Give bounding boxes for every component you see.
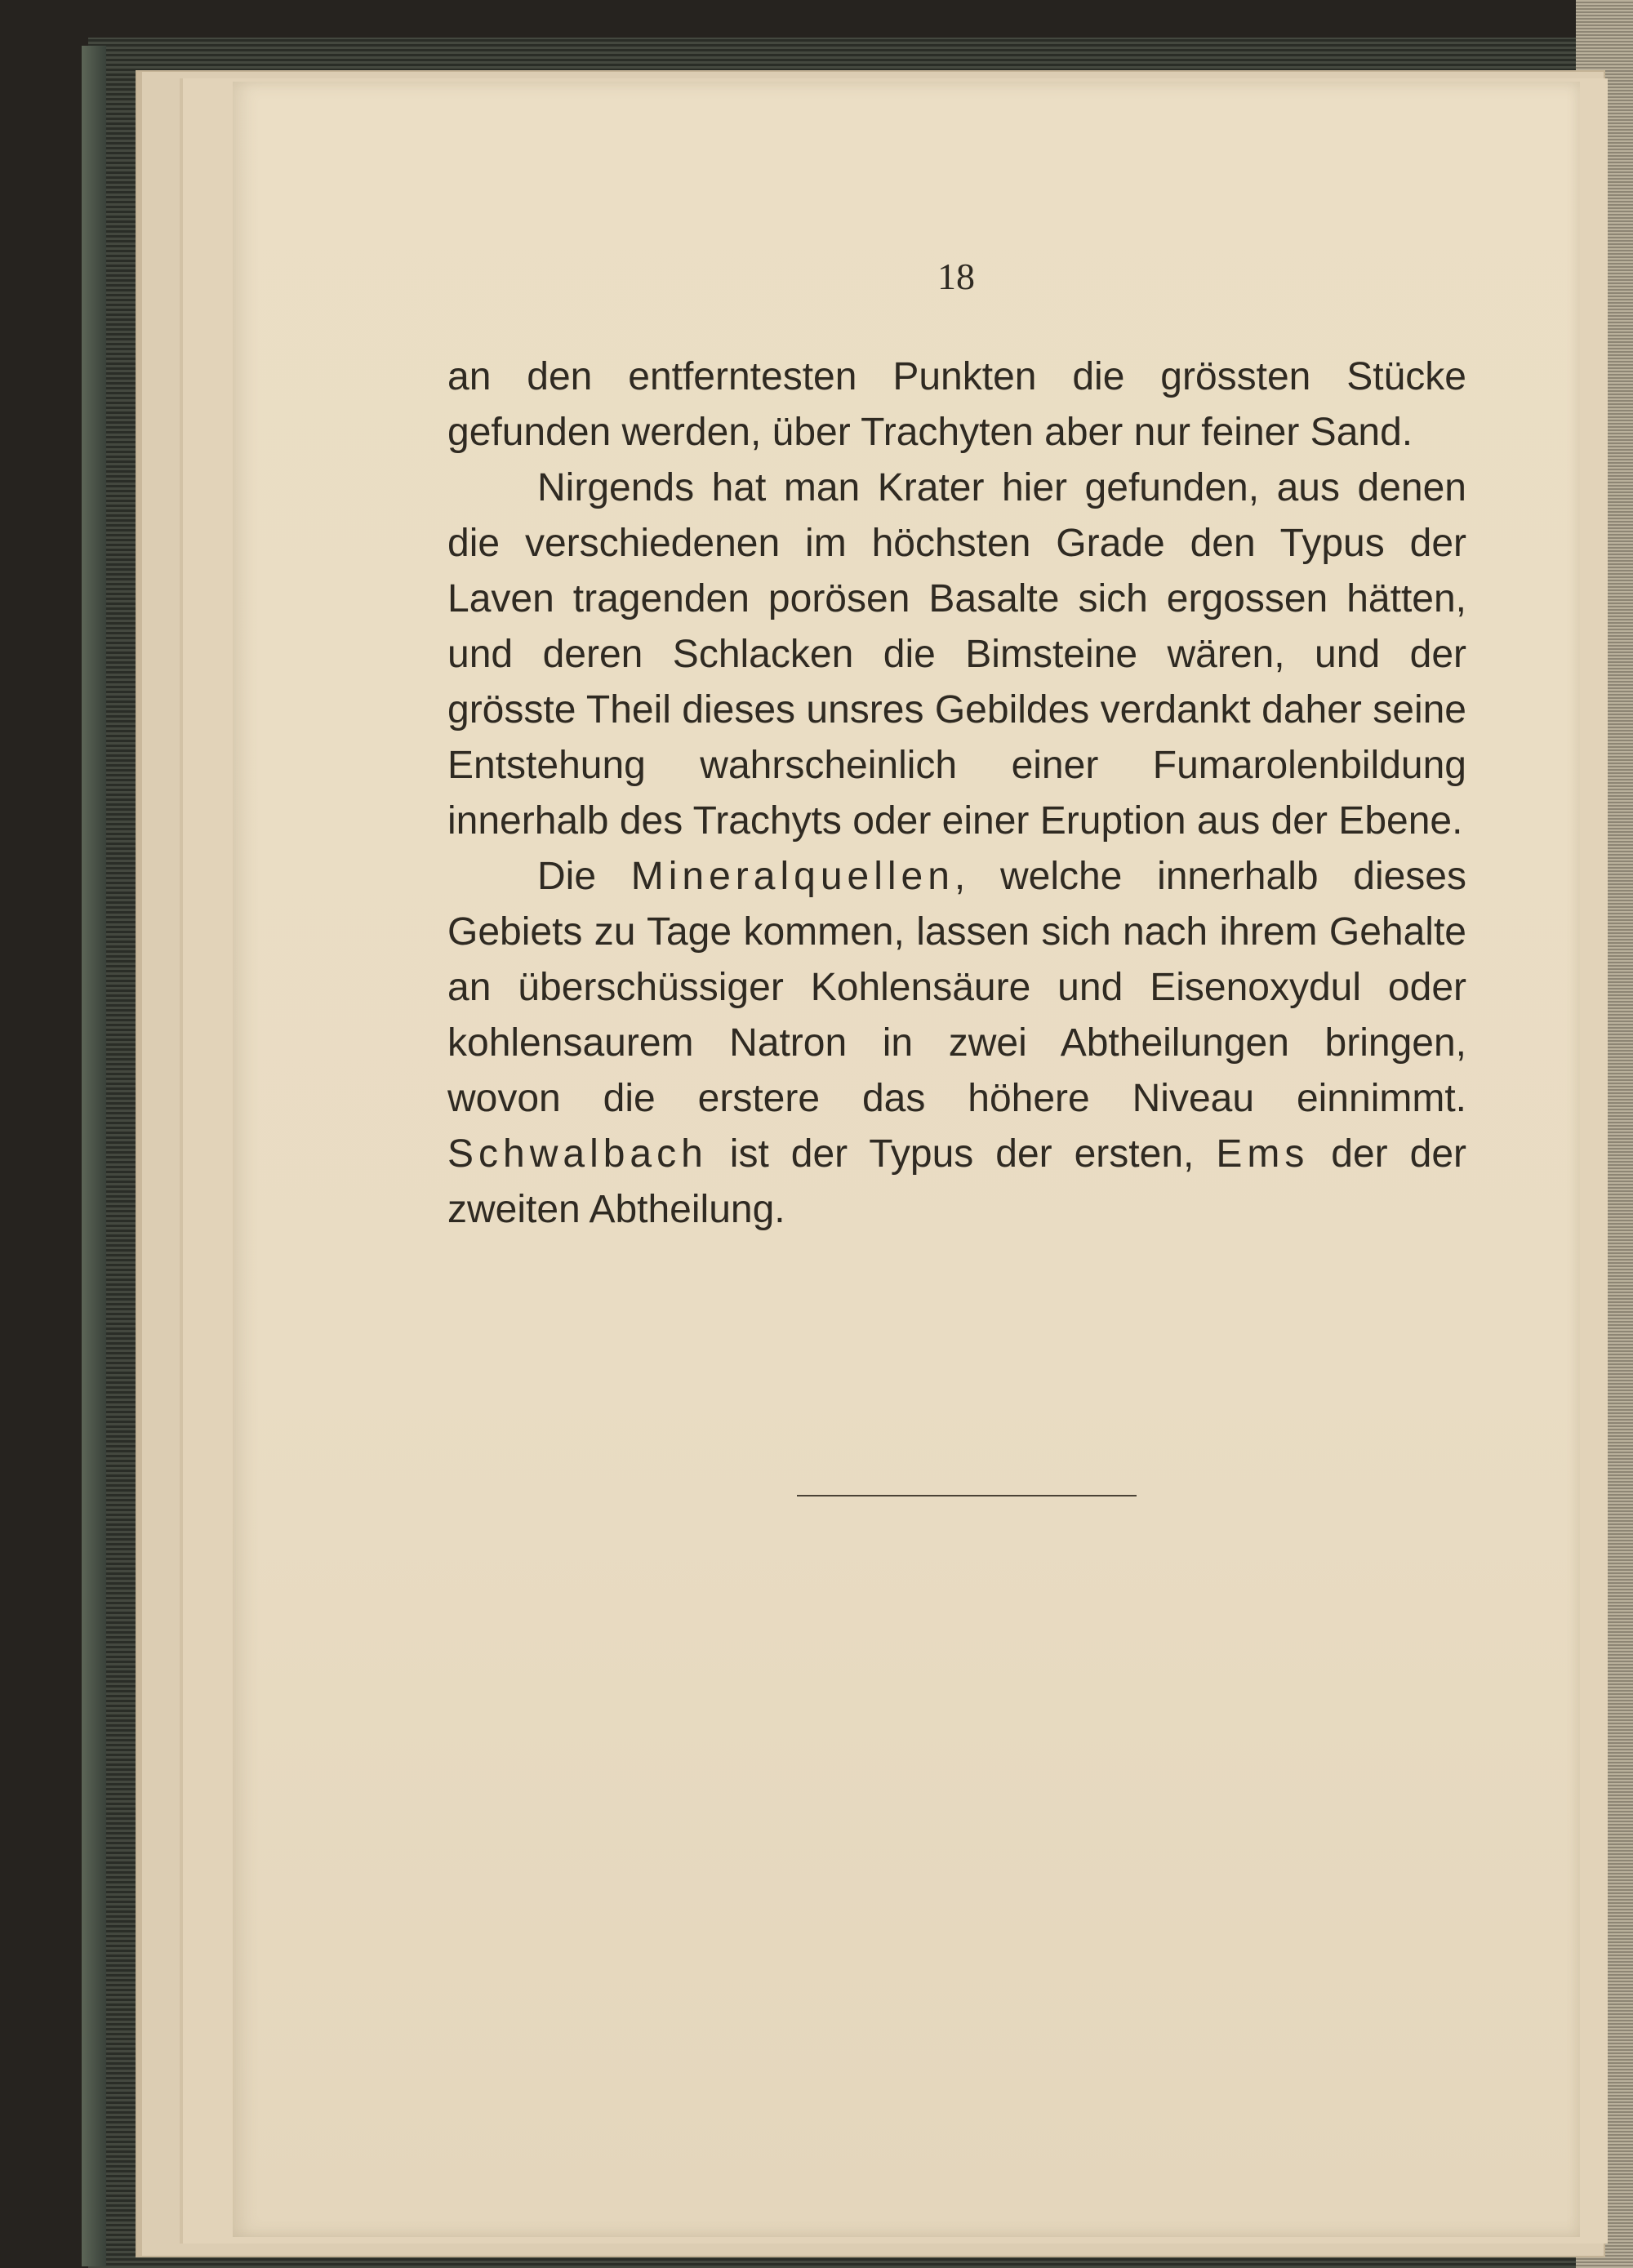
term-mineralquellen: Mineralquellen [630,855,954,898]
paragraph-3 [447,849,1466,1238]
paragraph-3-text-1: , welche innerhalb dieses Gebiets zu Tage kommen, lassen sich nach ihrem Gehalte an überschüssiger Kohlensäure und Eisenoxydul oder kohlensaurem Natron in zwei Abtheilungen bringen, wovon die erstere das höhere Niveau einnimmt. [447,855,1467,1120]
paragraph-3-text-3: der der zweiten Abtheilung. [447,1132,1467,1231]
section-divider [797,1495,1137,1496]
paragraph-1: an den entferntesten Punkten die grössten Stücke gefunden werden, über Trachyten aber nur feiner Sand. [447,355,1466,454]
page-number: 18 [937,256,975,297]
term-schwalbach: Schwalbach [447,1132,708,1176]
page-text [447,349,1466,1238]
paragraph-3-lead: Die [537,855,631,898]
paragraph-2: Nirgends hat man Krater hier gefunden, aus denen die verschiedenen im höchsten Grade den Typus der Laven tragenden porösen Basalte sich ergossen hätten, und deren Schlacken die Bimsteine wären, und der grösste Theil dieses unsres Gebildes verdankt daher seine Entstehung wahrscheinlich einer Fumarolenbildung innerhalb des Trachyts oder einer Eruption aus der Ebene. [447,466,1466,843]
paragraph-3-text-2: ist der Typus der ersten, [707,1132,1217,1176]
term-ems: Ems [1216,1132,1310,1176]
book-spine-edge [82,46,106,2266]
